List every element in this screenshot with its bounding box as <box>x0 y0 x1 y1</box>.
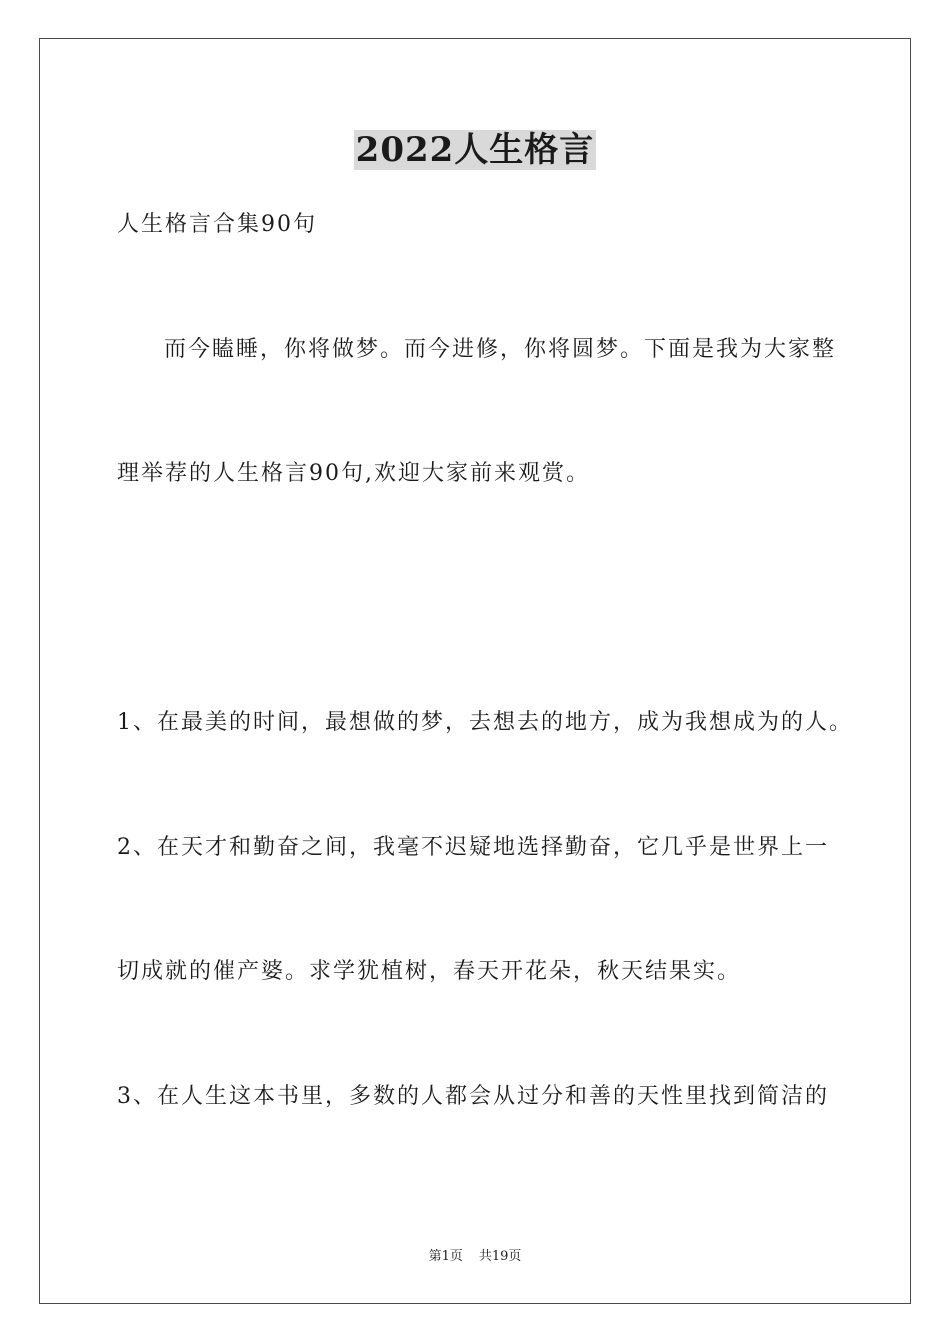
page-number-current: 第1页 <box>428 1249 463 1264</box>
document-title-text: 2022人生格言 <box>355 130 595 170</box>
page-number-total: 共19页 <box>478 1249 522 1264</box>
intro-line-2: 理举荐的人生格言90句,欢迎大家前来观赏。 <box>117 461 590 486</box>
item-line-1: 1、在最美的时间，最想做的梦，去想去的地方，成为我想成为的人。 <box>117 710 853 735</box>
item-line-2: 2、在天才和勤奋之间，我毫不迟疑地选择勤奋，它几乎是世界上一 <box>117 835 829 860</box>
document-title <box>0 128 950 172</box>
item-line-4: 3、在人生这本书里，多数的人都会从过分和善的天性里找到简洁的 <box>117 1084 829 1109</box>
item-line-3: 切成就的催产婆。求学犹植树，春天开花朵，秋天结果实。 <box>117 959 742 984</box>
intro-line-1: 而今瞌睡，你将做梦。而今进修，你将圆梦。下面是我为大家整 <box>164 337 837 362</box>
document-subtitle: 人生格言合集90句 <box>117 212 317 237</box>
page-footer <box>0 1248 950 1266</box>
